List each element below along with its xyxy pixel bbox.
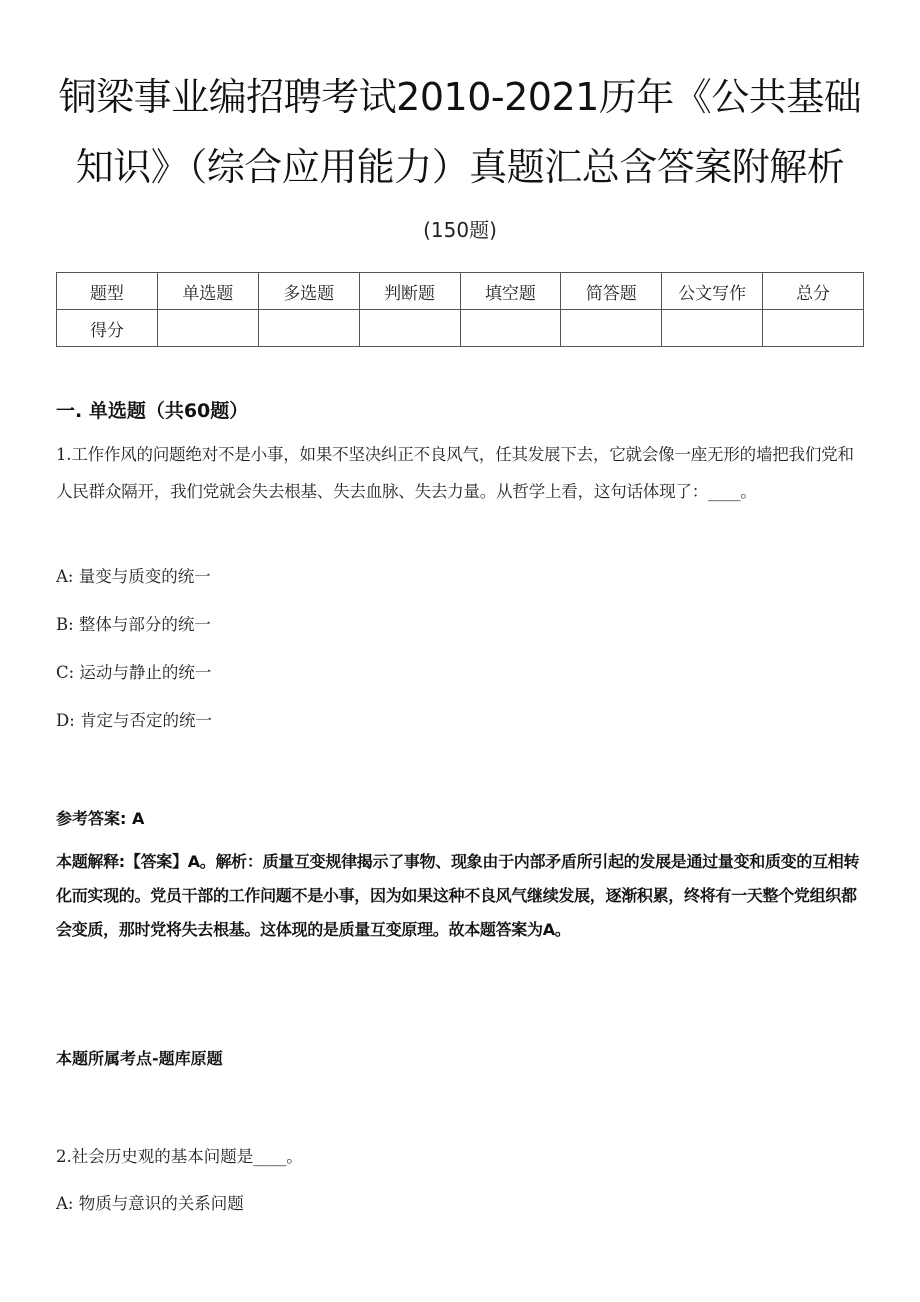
header-cell-multiple-choice: 多选题 (258, 273, 359, 310)
question-1-explanation: 本题解释:【答案】A。解析：质量互变规律揭示了事物、现象由于内部矛盾所引起的发展是通过量变和质变的互相转化而实现的。党员干部的工作问题不是小事，因为如果这种不良风气继续发展，逐渐积累，终将有一天整个党组织都会变质，那时党将失去根基。这体现的是质量互变原理。故本题答案为A。 (56, 852, 860, 939)
score-cell (662, 310, 763, 347)
header-cell-single-choice: 单选题 (157, 273, 258, 310)
question-1-option-b: B: 整体与部分的统一 (56, 615, 211, 634)
question-1-option-a: A: 量变与质变的统一 (56, 567, 211, 586)
question-1-stem: 1.工作作风的问题绝对不是小事，如果不坚决纠正不良风气，任其发展下去，它就会像一座无形的墙把我们党和人民群众隔开，我们党就会失去根基、失去血脉、失去力量。从哲学上看，这句话体现了：____。 (56, 445, 854, 501)
score-cell (359, 310, 460, 347)
score-cell (157, 310, 258, 347)
score-cell (460, 310, 561, 347)
question-1-answer: 参考答案: A (56, 809, 145, 828)
question-count: (150题) (423, 218, 497, 242)
document-title-line-2: 知识》（综合应用能力）真题汇总含答案附解析 (75, 145, 845, 189)
header-cell-type: 题型 (57, 273, 158, 310)
header-cell-official-writing: 公文写作 (662, 273, 763, 310)
score-table-header-row (57, 273, 864, 310)
score-table (56, 272, 864, 347)
question-1-topic: 本题所属考点-题库原题 (56, 1049, 223, 1068)
section-heading: 一. 单选题（共60题） (56, 400, 249, 422)
header-cell-short-answer: 简答题 (561, 273, 662, 310)
score-cell (561, 310, 662, 347)
question-1-option-c: C: 运动与静止的统一 (56, 663, 212, 682)
question-2-stem: 2.社会历史观的基本问题是____。 (56, 1147, 303, 1166)
question-2-option-a: A: 物质与意识的关系问题 (56, 1194, 244, 1213)
header-cell-true-false: 判断题 (359, 273, 460, 310)
score-row-label: 得分 (57, 310, 158, 347)
question-1-option-d: D: 肯定与否定的统一 (56, 711, 213, 730)
header-cell-total: 总分 (763, 273, 864, 310)
score-cell (763, 310, 864, 347)
document-title-line-1: 铜梁事业编招聘考试2010-2021历年《公共基础 (58, 75, 862, 119)
score-table-score-row (57, 310, 864, 347)
header-cell-fill-blank: 填空题 (460, 273, 561, 310)
score-cell (258, 310, 359, 347)
